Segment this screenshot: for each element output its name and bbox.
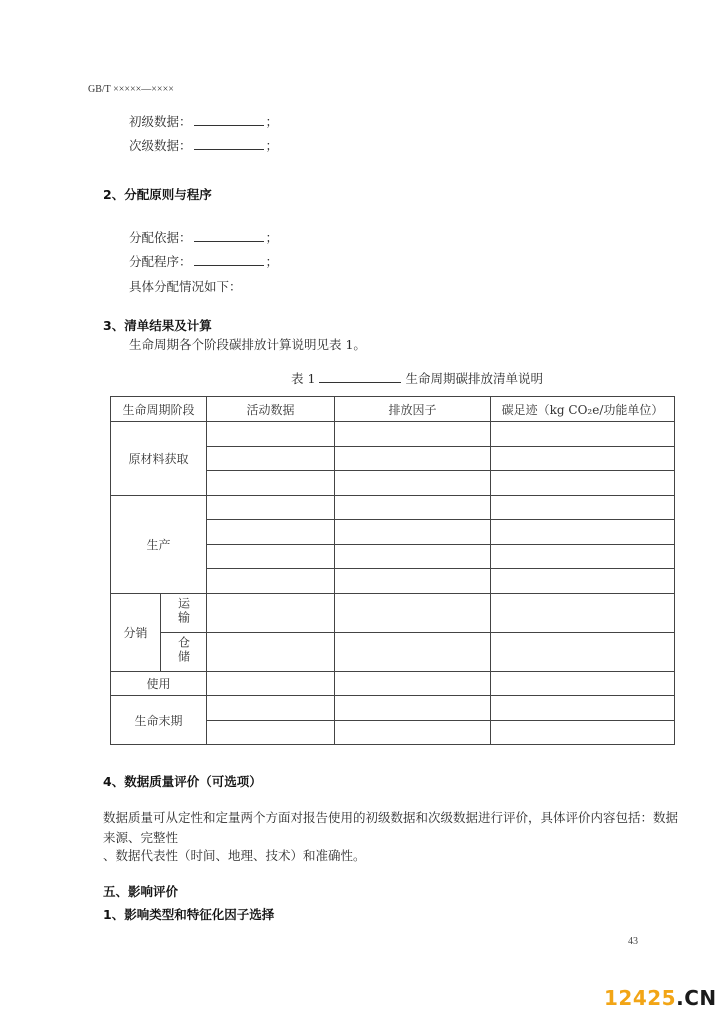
table-cell: [335, 632, 491, 671]
watermark-domain: .CN: [676, 986, 717, 1010]
table-cell: [491, 446, 675, 471]
allocation-procedure-line: [129, 252, 278, 270]
table-row: [111, 632, 675, 671]
secondary-data-blank: [194, 139, 264, 150]
table-cell: [491, 495, 675, 520]
table-cell: [491, 544, 675, 569]
watermark-number: 12425: [604, 986, 677, 1010]
table-cell: [491, 632, 675, 671]
table-header-row: [111, 397, 675, 422]
line-end: ；: [265, 138, 279, 153]
table-cell: [335, 671, 491, 696]
table-cell: [491, 422, 675, 447]
table-cell: [335, 569, 491, 594]
line-end: ；: [265, 230, 279, 245]
inventory-heading: 3、清单结果及计算: [103, 318, 212, 333]
table-cell: [207, 495, 335, 520]
table-cell: [491, 593, 675, 632]
line-end: ；: [265, 254, 279, 269]
allocation-heading: 2、分配原则与程序: [103, 187, 212, 202]
table-row: [111, 495, 675, 520]
substage-transport-label: 运输: [176, 597, 191, 625]
primary-data-line: [129, 112, 278, 130]
table-row: [111, 696, 675, 721]
column-header: 生命周期阶段: [111, 397, 207, 422]
table-cell: [335, 471, 491, 496]
table-cell: [335, 696, 491, 721]
table-cell: [207, 632, 335, 671]
site-watermark: [604, 986, 717, 1010]
allocation-procedure-blank: [194, 255, 264, 266]
table-caption-prefix: 表 1: [291, 371, 316, 386]
column-header: 碳足迹（kg CO₂e/功能单位）: [491, 397, 675, 422]
substage-storage: [161, 632, 207, 671]
primary-data-label: 初级数据：: [129, 114, 192, 129]
secondary-data-label: 次级数据：: [129, 138, 192, 153]
table-cell: [491, 671, 675, 696]
standard-code: GB/T ×××××—××××: [88, 84, 174, 95]
table-cell: [207, 569, 335, 594]
impact-heading: 五、影响评价: [103, 884, 179, 899]
table-cell: [335, 544, 491, 569]
table-row: [111, 671, 675, 696]
primary-data-blank: [194, 115, 264, 126]
quality-heading: 4、数据质量评价（可选项）: [103, 774, 262, 789]
column-header: 活动数据: [207, 397, 335, 422]
stage-production: 生产: [111, 495, 207, 593]
table-caption-suffix: 生命周期碳排放清单说明: [405, 371, 543, 386]
quality-paragraph-2: 、数据代表性（时间、地理、技术）和准确性。: [103, 848, 366, 863]
table-cell: [207, 422, 335, 447]
table-cell: [207, 671, 335, 696]
table-cell: [491, 471, 675, 496]
quality-paragraph-1: 数据质量可从定性和定量两个方面对报告使用的初级数据和次级数据进行评价，具体评价内容包括：数据来源、完整性: [103, 810, 679, 845]
table-cell: [207, 696, 335, 721]
allocation-basis-blank: [194, 231, 264, 242]
table-cell: [491, 720, 675, 745]
table-cell: [335, 520, 491, 545]
stage-use: 使用: [111, 671, 207, 696]
table-row: [111, 422, 675, 447]
table-cell: [335, 495, 491, 520]
line-end: ；: [265, 114, 279, 129]
allocation-detail-text: 具体分配情况如下：: [129, 279, 242, 294]
impact-subheading: 1、影响类型和特征化因子选择: [103, 907, 275, 922]
allocation-basis-line: [129, 228, 278, 246]
allocation-basis-label: 分配依据：: [129, 230, 192, 245]
table-cell: [207, 520, 335, 545]
table-caption: [291, 369, 543, 387]
stage-end-of-life: 生命末期: [111, 696, 207, 745]
table-cell: [207, 446, 335, 471]
stage-distribution: 分销: [111, 593, 161, 671]
table-cell: [207, 593, 335, 632]
table-cell: [491, 696, 675, 721]
substage-transport: [161, 593, 207, 632]
stage-raw-material: 原材料获取: [111, 422, 207, 496]
column-header: 排放因子: [335, 397, 491, 422]
table-cell: [491, 569, 675, 594]
page-number: 43: [628, 936, 638, 947]
secondary-data-line: [129, 136, 278, 154]
table-row: [111, 593, 675, 632]
table-cell: [335, 593, 491, 632]
table-caption-blank: [319, 372, 401, 383]
table-cell: [491, 520, 675, 545]
table-cell: [207, 544, 335, 569]
table-cell: [335, 720, 491, 745]
table-cell: [335, 446, 491, 471]
allocation-procedure-label: 分配程序：: [129, 254, 192, 269]
table-cell: [335, 422, 491, 447]
inventory-table: [110, 396, 675, 745]
table-cell: [207, 471, 335, 496]
substage-storage-label: 仓储: [176, 636, 191, 664]
inventory-intro: 生命周期各个阶段碳排放计算说明见表 1。: [129, 337, 366, 352]
table-cell: [207, 720, 335, 745]
